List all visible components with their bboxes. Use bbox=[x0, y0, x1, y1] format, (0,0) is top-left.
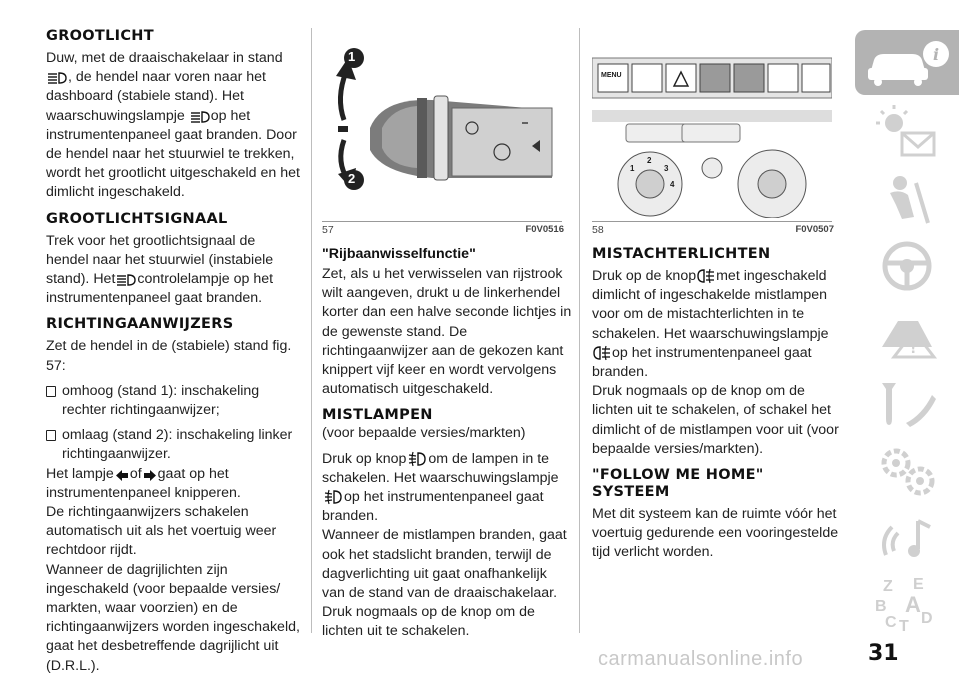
figure-58-caption bbox=[592, 224, 842, 236]
paragraph-mistachter-1: Druk op de knop met ingeschakeld dimlicht of ingeschakelde mistlampen voor om de mistachterlichten in te schakelen. Het waarschuwingslampje op het instrumentenpaneel gaat branden. bbox=[592, 268, 829, 381]
maintenance-icon bbox=[862, 375, 952, 430]
emergency-icon bbox=[862, 307, 952, 362]
safety-airbag-icon bbox=[862, 171, 952, 226]
high-beam-icon bbox=[190, 110, 210, 124]
technical-data-icon bbox=[862, 443, 952, 498]
heading-follow-me-home: "FOLLOW ME HOME" SYSTEEM bbox=[592, 467, 764, 501]
turn-left-arrow-icon bbox=[115, 469, 129, 482]
heading-richtingaanwijzers: RICHTINGAANWIJZERS bbox=[46, 316, 234, 333]
high-beam-icon bbox=[116, 273, 136, 287]
column-3 bbox=[592, 28, 842, 563]
subtitle-mistlampen: (voor bepaalde versies/markten) bbox=[322, 425, 526, 442]
page-number: 31 bbox=[868, 641, 899, 666]
figure-57-rule bbox=[322, 221, 562, 222]
heading-grootlicht: GROOTLICHT bbox=[46, 28, 154, 44]
front-fog-light-icon bbox=[407, 451, 427, 467]
front-fog-light-icon bbox=[323, 489, 343, 505]
column-divider-1 bbox=[311, 28, 312, 633]
sidebar-item-car-info[interactable] bbox=[855, 30, 959, 95]
sidebar-item-warning-lights[interactable] bbox=[855, 98, 959, 163]
paragraph-richting-lamp: Het lampje of gaat op het instrumentenpaneel knipperen. bbox=[46, 465, 241, 501]
index-letter: T bbox=[899, 618, 909, 635]
knob-label: 4 bbox=[670, 180, 675, 189]
column-divider-2 bbox=[579, 28, 580, 633]
figure-57-caption bbox=[322, 224, 572, 236]
heading-rijbaanwissel: "Rijbaanwisselfunctie" bbox=[322, 246, 476, 262]
warning-lights-icon bbox=[862, 103, 952, 158]
sidebar-item-driving[interactable] bbox=[855, 234, 959, 299]
index-letter: Z bbox=[883, 578, 893, 595]
paragraph-grootlichtsignaal: Trek voor het grootlichtsignaal de hendel naar het stuurwiel (instabiele stand). Het controlelampje op het instrumentenpaneel gaat branden. bbox=[46, 232, 274, 307]
paragraph-rijbaanwissel: Zet, als u het verwisselen van rijstrook wilt aangeven, drukt u de linkerhendel korter dan een halve seconde lichtjes in de gewenste stand. De richtingaanwijzer aan de gekozen kant knippert vijf keer en wordt vervolgens automatisch uitgeschakeld. bbox=[322, 266, 572, 398]
index-letter: E bbox=[913, 576, 924, 593]
figure-code: F0V0507 bbox=[795, 224, 834, 235]
sidebar-item-technical-data[interactable] bbox=[855, 438, 959, 503]
index-letter: D bbox=[921, 610, 933, 627]
sidebar-item-safety[interactable] bbox=[855, 166, 959, 231]
heading-mistachterlichten: MISTACHTERLICHTEN bbox=[592, 246, 771, 262]
car-info-icon bbox=[862, 38, 952, 88]
heading-grootlichtsignaal: GROOTLICHTSIGNAAL bbox=[46, 210, 228, 227]
column-2 bbox=[322, 28, 572, 642]
paragraph-mistlampen-1: Druk op knop om de lampen in te schakelen. Het waarschuwingslampje op het instrumentenpaneel gaat branden. bbox=[322, 450, 559, 525]
list-item: omlaag (stand 2): inschakeling linker richtingaanwijzer. bbox=[46, 426, 301, 464]
knob-label: 2 bbox=[647, 156, 652, 165]
figure-code: F0V0516 bbox=[525, 224, 564, 235]
sidebar-item-multimedia[interactable] bbox=[855, 506, 959, 571]
svg-text:!: ! bbox=[910, 341, 917, 357]
paragraph-follow-me-home: Met dit systeem kan de ruimte vóór het voertuig gedurende een vooringestelde tijd verlicht worden. bbox=[592, 506, 839, 561]
paragraph-grootlicht: Duw, met de draaischakelaar in stand , de hendel naar voren naar het dashboard (stabiele stand). Het waarschuwingslampje op het instrumentenpaneel gaat branden. Door de hendel naar het stuurwiel te trekken, wordt het grootlicht uitgeschakeld en het dimlicht ingeschakeld. bbox=[46, 50, 300, 201]
stalk-illustration bbox=[322, 28, 562, 218]
paragraph-richting-intro: Zet de hendel in de (stabiele) stand fig. 57: bbox=[46, 338, 292, 374]
index-letter: B bbox=[875, 598, 887, 615]
callout-2: 2 bbox=[348, 171, 356, 186]
column-1 bbox=[46, 28, 301, 676]
checkbox-bullet-icon bbox=[46, 386, 56, 397]
turn-right-arrow-icon bbox=[143, 469, 157, 482]
watermark: carmanualsonline.info bbox=[598, 648, 804, 670]
multimedia-icon bbox=[862, 511, 952, 566]
index-letter: A bbox=[905, 592, 921, 617]
figure-58-rule bbox=[592, 221, 832, 222]
checkbox-bullet-icon bbox=[46, 430, 56, 441]
svg-text:i: i bbox=[933, 44, 940, 64]
callout-1: 1 bbox=[348, 49, 356, 64]
sidebar-item-index[interactable] bbox=[855, 574, 959, 639]
heading-mistlampen: MISTLAMPEN bbox=[322, 407, 433, 424]
figure-number: 57 bbox=[322, 224, 334, 236]
rear-fog-light-icon bbox=[697, 268, 715, 284]
paragraph-mistachter-2: Druk nogmaals op de knop om de lichten uit te schakelen, of schakel het dimlicht of de mistlampen voor uit (voor bepaalde versies/markten). bbox=[592, 383, 839, 457]
knob-label: 3 bbox=[664, 164, 669, 173]
paragraph-richting-drl: Wanneer de dagrijlichten zijn ingeschakeld (voor bepaalde versies/ markten, waar voorzien) en de richtingaanwijzers worden ingeschakeld, gaat het desbetreffende dagrijlicht uit (D.R.L.). bbox=[46, 561, 300, 674]
figure-57-stalk bbox=[322, 28, 562, 218]
steering-wheel-icon bbox=[862, 239, 952, 294]
knob-label: 1 bbox=[630, 164, 635, 173]
paragraph-mistlampen-3: Druk nogmaals op de knop om de lichten uit te schakelen. bbox=[322, 604, 535, 640]
rear-fog-light-icon bbox=[593, 345, 611, 361]
list-item: omhoog (stand 1): inschakeling rechter richtingaanwijzer; bbox=[46, 382, 301, 420]
figure-number: 58 bbox=[592, 224, 604, 236]
sidebar-item-maintenance[interactable] bbox=[855, 370, 959, 435]
paragraph-mistlampen-2: Wanneer de mistlampen branden, gaat ook het stadslicht branden, terwijl de dagverlichting uit gaat onafhankelijk van de stand van de draaischakelaar. bbox=[322, 527, 567, 602]
index-letter: C bbox=[885, 614, 897, 631]
high-beam-icon bbox=[47, 71, 67, 85]
chapter-sidebar bbox=[851, 30, 960, 640]
dashboard-illustration bbox=[592, 28, 832, 218]
figure-58-dashboard bbox=[592, 28, 832, 218]
paragraph-richting-auto: De richtingaanwijzers schakelen automatisch uit als het voertuig weer rechtdoor rijdt. bbox=[46, 504, 277, 559]
menu-button-label: MENU bbox=[601, 72, 622, 79]
sidebar-item-emergency[interactable] bbox=[855, 302, 959, 367]
